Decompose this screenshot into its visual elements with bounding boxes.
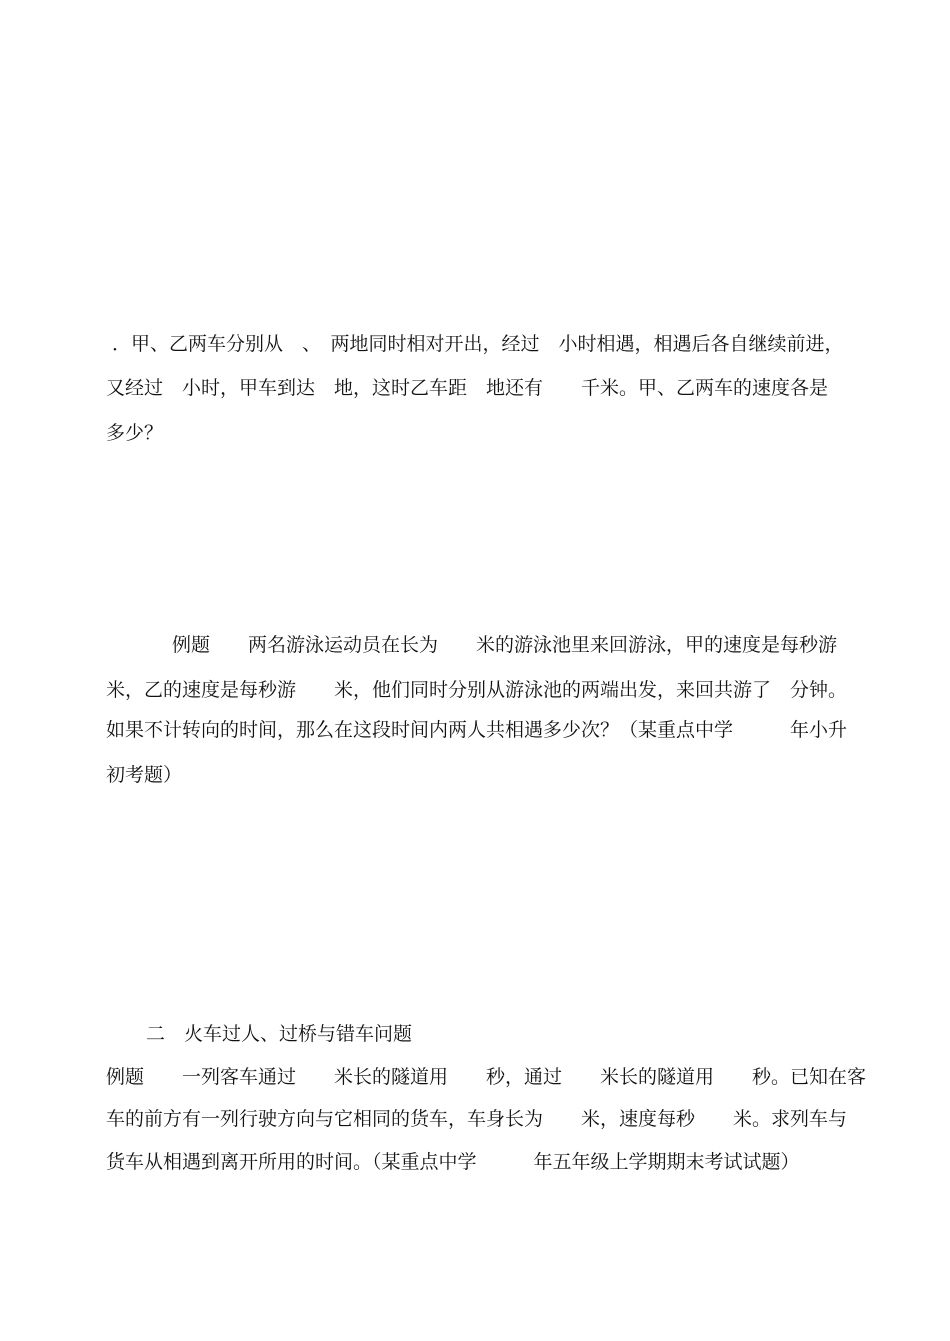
example1-line1: 例题 两名游泳运动员在长为 米的游泳池里来回游泳，甲的速度是每秒游 (172, 634, 838, 656)
problem1-line2: 又经过 小时，甲车到达 地，这时乙车距 地还有 千米。甲、乙两车的速度各是 (106, 377, 829, 399)
example1-line4: 初考题） (106, 764, 183, 786)
problem1-line1: ．甲、乙两车分别从 、 两地同时相对开出，经过 小时相遇，相遇后各自继续前进， (112, 333, 844, 355)
example2-line3: 货车从相遇到离开所用的时间。（某重点中学 年五年级上学期期末考试试题） (106, 1151, 800, 1173)
example2-line2: 车的前方有一列行驶方向与它相同的货车，车身长为 米，速度每秒 米。求列车与 (106, 1108, 848, 1130)
example1-line3: 如果不计转向的时间，那么在这段时间内两人共相遇多少次？（某重点中学 年小升 (106, 719, 848, 741)
section2-heading: 二 火车过人、过桥与错车问题 (146, 1023, 413, 1045)
problem1-line3: 多少？ (106, 422, 164, 444)
example1-line2: 米，乙的速度是每秒游 米，他们同时分别从游泳池的两端出发，来回共游了 分钟。 (106, 679, 848, 701)
example2-line1: 例题 一列客车通过 米长的隧道用 秒，通过 米长的隧道用 秒。已知在客 (106, 1066, 867, 1088)
